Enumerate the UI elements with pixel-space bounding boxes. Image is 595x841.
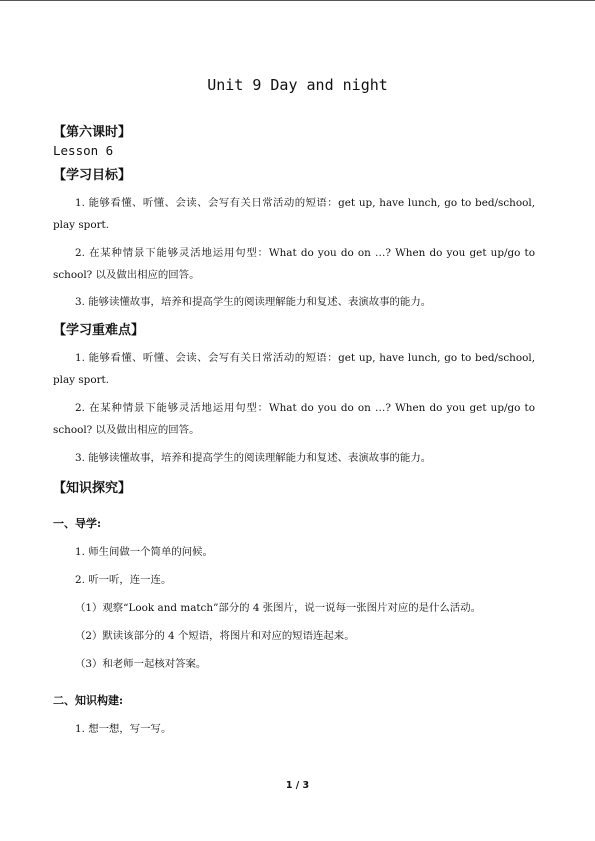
knowledge-build-item-1: 1. 想一想，写一写。 [75, 723, 172, 735]
lesson-label: 【第六课时】 [53, 125, 132, 140]
knowledge-build-heading: 二、知识构建: [53, 694, 124, 707]
goals-item-3: 3. 能够读懂故事，培养和提高学生的阅读理解能力和复述、表演故事的能力。 [75, 296, 432, 308]
key-points-item-1: 1. 能够看懂、听懂、会读、会写有关日常活动的短语：get up, have lunch, go to bed/school, play sport. [53, 352, 535, 386]
explore-heading: 【知识探究】 [53, 481, 132, 496]
key-points-item-3: 3. 能够读懂故事，培养和提高学生的阅读理解能力和复述、表演故事的能力。 [75, 452, 432, 464]
guide-subitem-3: （3）和老师一起核对答案。 [75, 658, 207, 670]
key-points-heading: 【学习重难点】 [53, 323, 145, 338]
guide-heading: 一、导学: [53, 517, 102, 530]
lesson-name: Lesson 6 [53, 143, 114, 158]
guide-subitem-1: （1）观察“Look and match”部分的 4 张图片，说一说每一张图片对应的是什么活动。 [75, 602, 481, 614]
guide-item-1: 1. 师生间做一个简单的问候。 [75, 546, 213, 558]
guide-item-2: 2. 听一听，连一连。 [75, 574, 172, 586]
goals-item-1: 1. 能够看懂、听懂、会读、会写有关日常活动的短语：get up, have lunch, go to bed/school, play sport. [53, 197, 535, 231]
goals-item-2: 2. 在某种情景下能够灵活地运用句型：What do you do on …? When do you get up/go to school? 以及做出相应的回答。 [53, 247, 535, 281]
header-rule [0, 0, 595, 1]
goals-heading: 【学习目标】 [53, 168, 132, 183]
document-title: Unit 9 Day and night [207, 76, 388, 94]
guide-subitem-2: （2）默读该部分的 4 个短语，将图片和对应的短语连起来。 [75, 630, 355, 642]
key-points-item-2: 2. 在某种情景下能够灵活地运用句型：What do you do on …? When do you get up/go to school? 以及做出相应的回答。 [53, 402, 535, 436]
page-number: 1 / 3 [285, 780, 310, 791]
